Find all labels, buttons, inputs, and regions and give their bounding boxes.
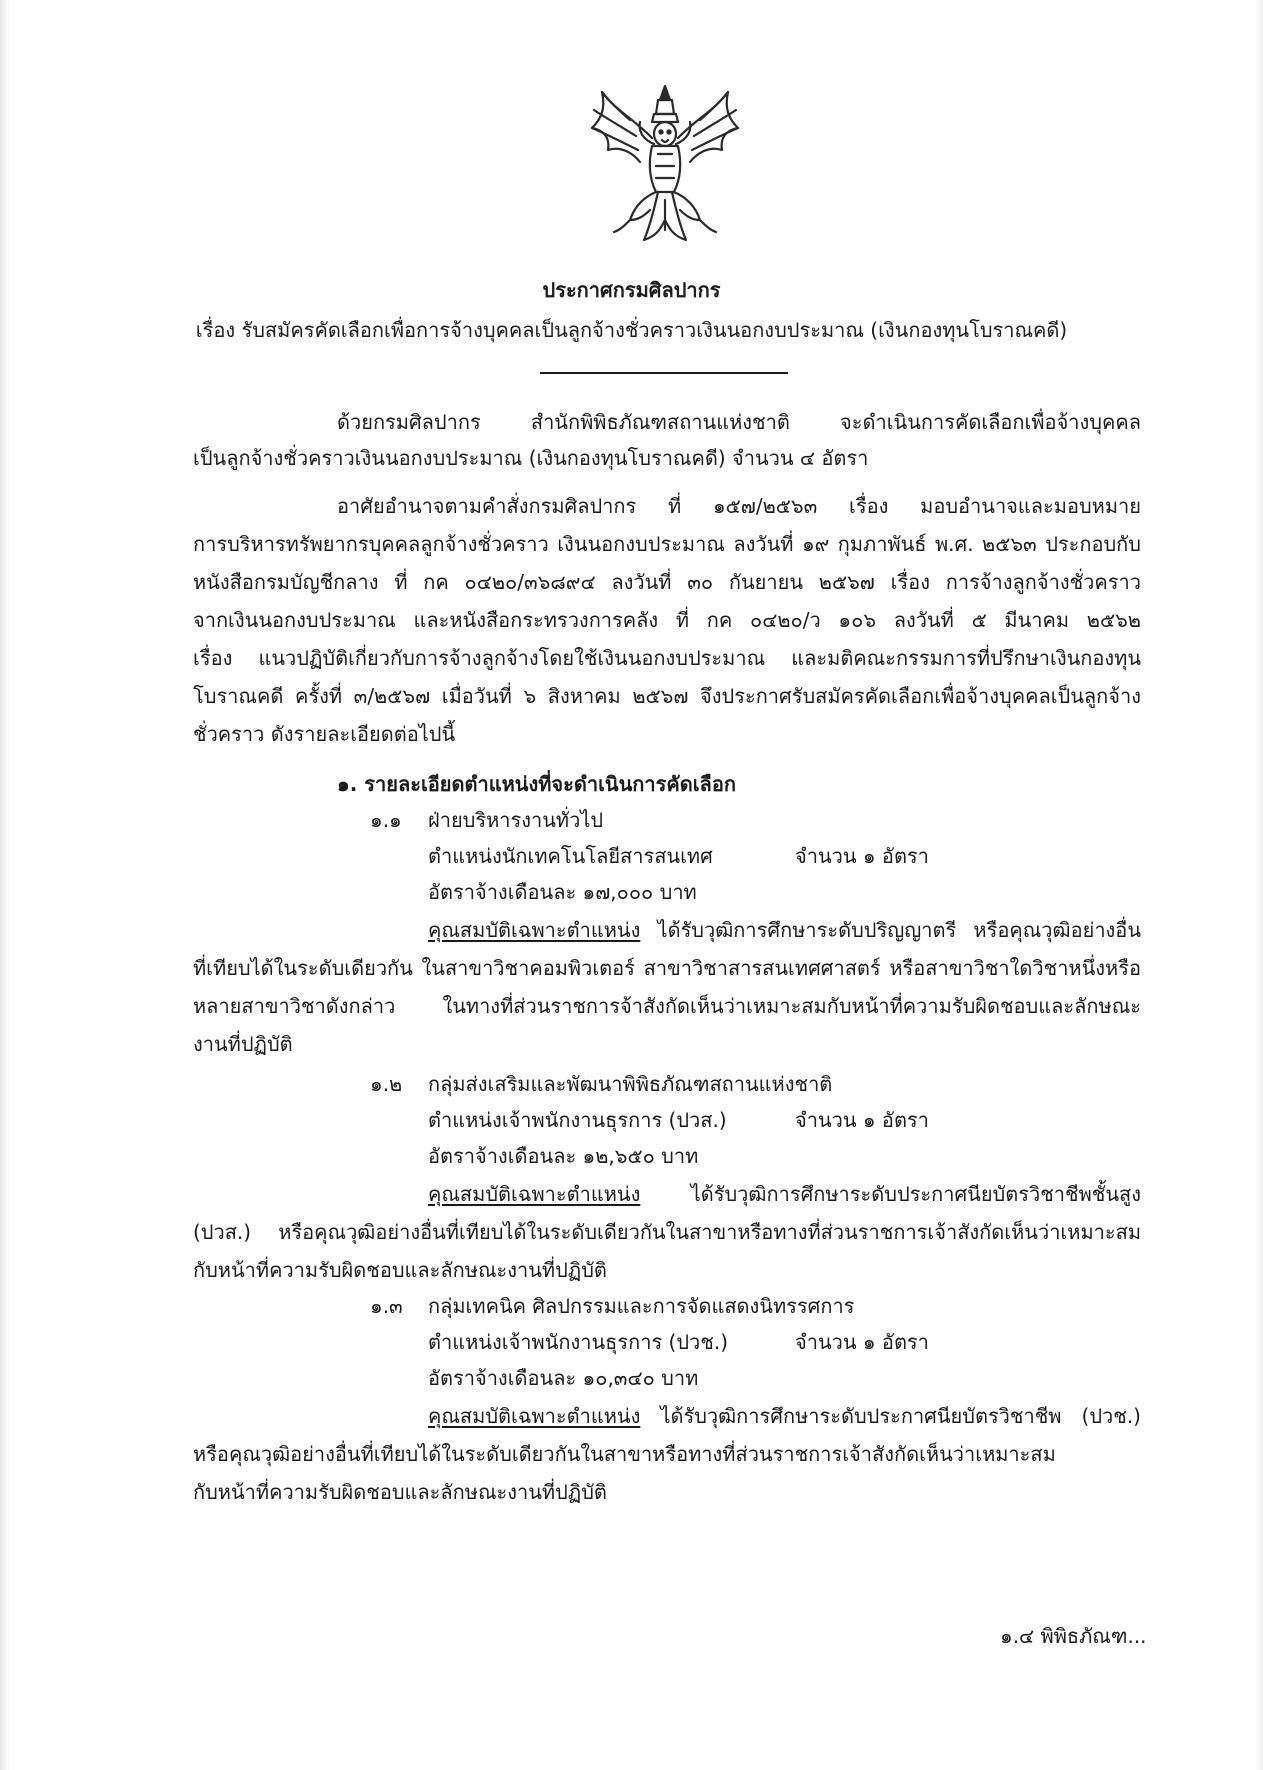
intro-paragraph-2-line-5: เรื่อง แนวปฏิบัติเกี่ยวกับการจ้างลูกจ้างโดยใช้เงินนอกงบประมาณ และมติคณะกรรมการที่ปรึกษาเงินกองทุน xyxy=(193,646,1141,670)
item-2-qualification-label: คุณสมบัติเฉพาะตำแหน่ง xyxy=(428,1182,641,1206)
announcement-subject: เรื่อง รับสมัครคัดเลือกเพื่อการจ้างบุคคลเป็นลูกจ้างชั่วคราวเงินนอกงบประมาณ (เงินกองทุนโบราณคดี) xyxy=(195,318,1068,342)
item-2-salary: อัตราจ้างเดือนละ ๑๒,๖๕๐ บาท xyxy=(428,1144,699,1168)
announcement-title: ประกาศกรมศิลปากร xyxy=(542,278,721,302)
intro-paragraph-2-line-4: จากเงินนอกงบประมาณ และหนังสือกระทรวงการคลัง ที่ กค ๐๔๒๐/ว ๑๐๖ ลงวันที่ ๕ มีนาคม ๒๕๖๒ xyxy=(193,608,1141,632)
item-3-qualification-line-2: หรือคุณวุฒิอย่างอื่นที่เทียบได้ในระดับเดียวกันในสาขาหรือทางที่ส่วนราชการเจ้าสังกัดเห็นว่าเหมาะสม xyxy=(193,1442,1056,1466)
continuation-marker: ๑.๔ พิพิธภัณฑ... xyxy=(1000,1624,1147,1648)
item-3-unit: กลุ่มเทคนิค ศิลปกรรมและการจัดแสดงนิทรรศการ xyxy=(428,1294,855,1318)
item-3-salary: อัตราจ้างเดือนละ ๑๐,๓๔๐ บาท xyxy=(428,1366,699,1390)
intro-paragraph-2-line-2: การบริหารทรัพยากรบุคคลลูกจ้างชั่วคราว เงินนอกงบประมาณ ลงวันที่ ๑๙ กุมภาพันธ์ พ.ศ. ๒๕๖๓ ประกอบกับ xyxy=(193,532,1141,556)
item-3-qualification-line-3: กับหน้าที่ความรับผิดชอบและลักษณะงานที่ปฏิบัติ xyxy=(193,1480,607,1504)
garuda-emblem-icon xyxy=(580,80,750,250)
item-2-qualification-line-1 xyxy=(428,1180,1141,1208)
item-3-count: จำนวน ๑ อัตรา xyxy=(795,1330,929,1354)
item-2-count: จำนวน ๑ อัตรา xyxy=(795,1108,929,1132)
item-2-number: ๑.๒ xyxy=(370,1072,403,1096)
intro-paragraph-1-line-1: ด้วยกรมศิลปากร สำนักพิพิธภัณฑสถานแห่งชาติ จะดำเนินการคัดเลือกเพื่อจ้างบุคคล xyxy=(337,410,1141,434)
scan-edge-right xyxy=(1255,0,1263,1770)
item-1-qualification-line-3: หลายสาขาวิชาดังกล่าว ในทางที่ส่วนราชการจ้าสังกัดเห็นว่าเหมาะสมกับหน้าที่ความรับผิดชอบและลักษณะ xyxy=(193,994,1141,1018)
intro-paragraph-2-line-6: โบราณคดี ครั้งที่ ๓/๒๕๖๗ เมื่อวันที่ ๖ สิงหาคม ๒๕๖๗ จึงประกาศรับสมัครคัดเลือกเพื่อจ้างบุคคลเป็นลูกจ้าง xyxy=(193,684,1141,708)
intro-paragraph-1-line-2: เป็นลูกจ้างชั่วคราวเงินนอกงบประมาณ (เงินกองทุนโบราณคดี) จำนวน ๔ อัตรา xyxy=(193,446,869,470)
item-1-count: จำนวน ๑ อัตรา xyxy=(795,844,929,868)
item-1-qualification-line-4: งานที่ปฏิบัติ xyxy=(193,1032,293,1056)
item-1-salary: อัตราจ้างเดือนละ ๑๗,๐๐๐ บาท xyxy=(428,880,697,904)
item-3-qualification-line-1 xyxy=(428,1402,1141,1430)
item-2-qualification-line-2: (ปวส.) หรือคุณวุฒิอย่างอื่นที่เทียบได้ในระดับเดียวกันในสาขาหรือทางที่ส่วนราชการเจ้าสังกัดเห็นว่าเหมาะสม xyxy=(193,1220,1141,1244)
item-1-qualification-text: ได้รับวุฒิการศึกษาระดับปริญญาตรี หรือคุณวุฒิอย่างอื่น xyxy=(640,918,1141,942)
item-1-number: ๑.๑ xyxy=(370,808,402,832)
item-2-unit: กลุ่มส่งเสริมและพัฒนาพิพิธภัณฑสถานแห่งชาติ xyxy=(428,1072,833,1096)
intro-paragraph-2-line-1: อาศัยอำนาจตามคำสั่งกรมศิลปากร ที่ ๑๕๗/๒๕๖๓ เรื่อง มอบอำนาจและมอบหมาย xyxy=(337,494,1141,518)
intro-paragraph-2-line-3: หนังสือกรมบัญชีกลาง ที่ กค ๐๔๒๐/๓๖๘๙๔ ลงวันที่ ๓๐ กันยายน ๒๕๖๗ เรื่อง การจ้างลูกจ้างชั่วคราว xyxy=(193,570,1141,594)
item-3-qualification-text: ได้รับวุฒิการศึกษาระดับประกาศนียบัตรวิชาชีพ (ปวช.) xyxy=(640,1404,1141,1428)
item-1-qualification-label: คุณสมบัติเฉพาะตำแหน่ง xyxy=(428,918,641,942)
item-1-unit: ฝ่ายบริหารงานทั่วไป xyxy=(428,808,604,832)
item-3-number: ๑.๓ xyxy=(370,1294,403,1318)
item-2-position: ตำแหน่งเจ้าพนักงานธุรการ (ปวส.) xyxy=(428,1108,727,1132)
scan-edge-left xyxy=(0,0,10,1770)
item-1-position: ตำแหน่งนักเทคโนโลยีสารสนเทศ xyxy=(428,844,713,868)
item-3-position: ตำแหน่งเจ้าพนักงานธุรการ (ปวช.) xyxy=(428,1330,728,1354)
item-1-qualification-line-1 xyxy=(428,916,1141,944)
item-3-qualification-label: คุณสมบัติเฉพาะตำแหน่ง xyxy=(428,1404,641,1428)
intro-paragraph-2-line-7: ชั่วคราว ดังรายละเอียดต่อไปนี้ xyxy=(193,722,456,746)
item-2-qualification-text: ได้รับวุฒิการศึกษาระดับประกาศนียบัตรวิชาชีพชั้นสูง xyxy=(640,1182,1141,1206)
item-2-qualification-line-3: กับหน้าที่ความรับผิดชอบและลักษณะงานที่ปฏิบัติ xyxy=(193,1258,607,1282)
item-1-qualification-line-2: ที่เทียบได้ในระดับเดียวกัน ในสาขาวิชาคอมพิวเตอร์ สาขาวิชาสารสนเทศศาสตร์ หรือสาขาวิชาใดวิชาหนึ่งหรือ xyxy=(193,956,1141,980)
section-1-heading: ๑. รายละเอียดตำแหน่งที่จะดำเนินการคัดเลือก xyxy=(337,772,736,796)
title-divider xyxy=(540,372,788,374)
